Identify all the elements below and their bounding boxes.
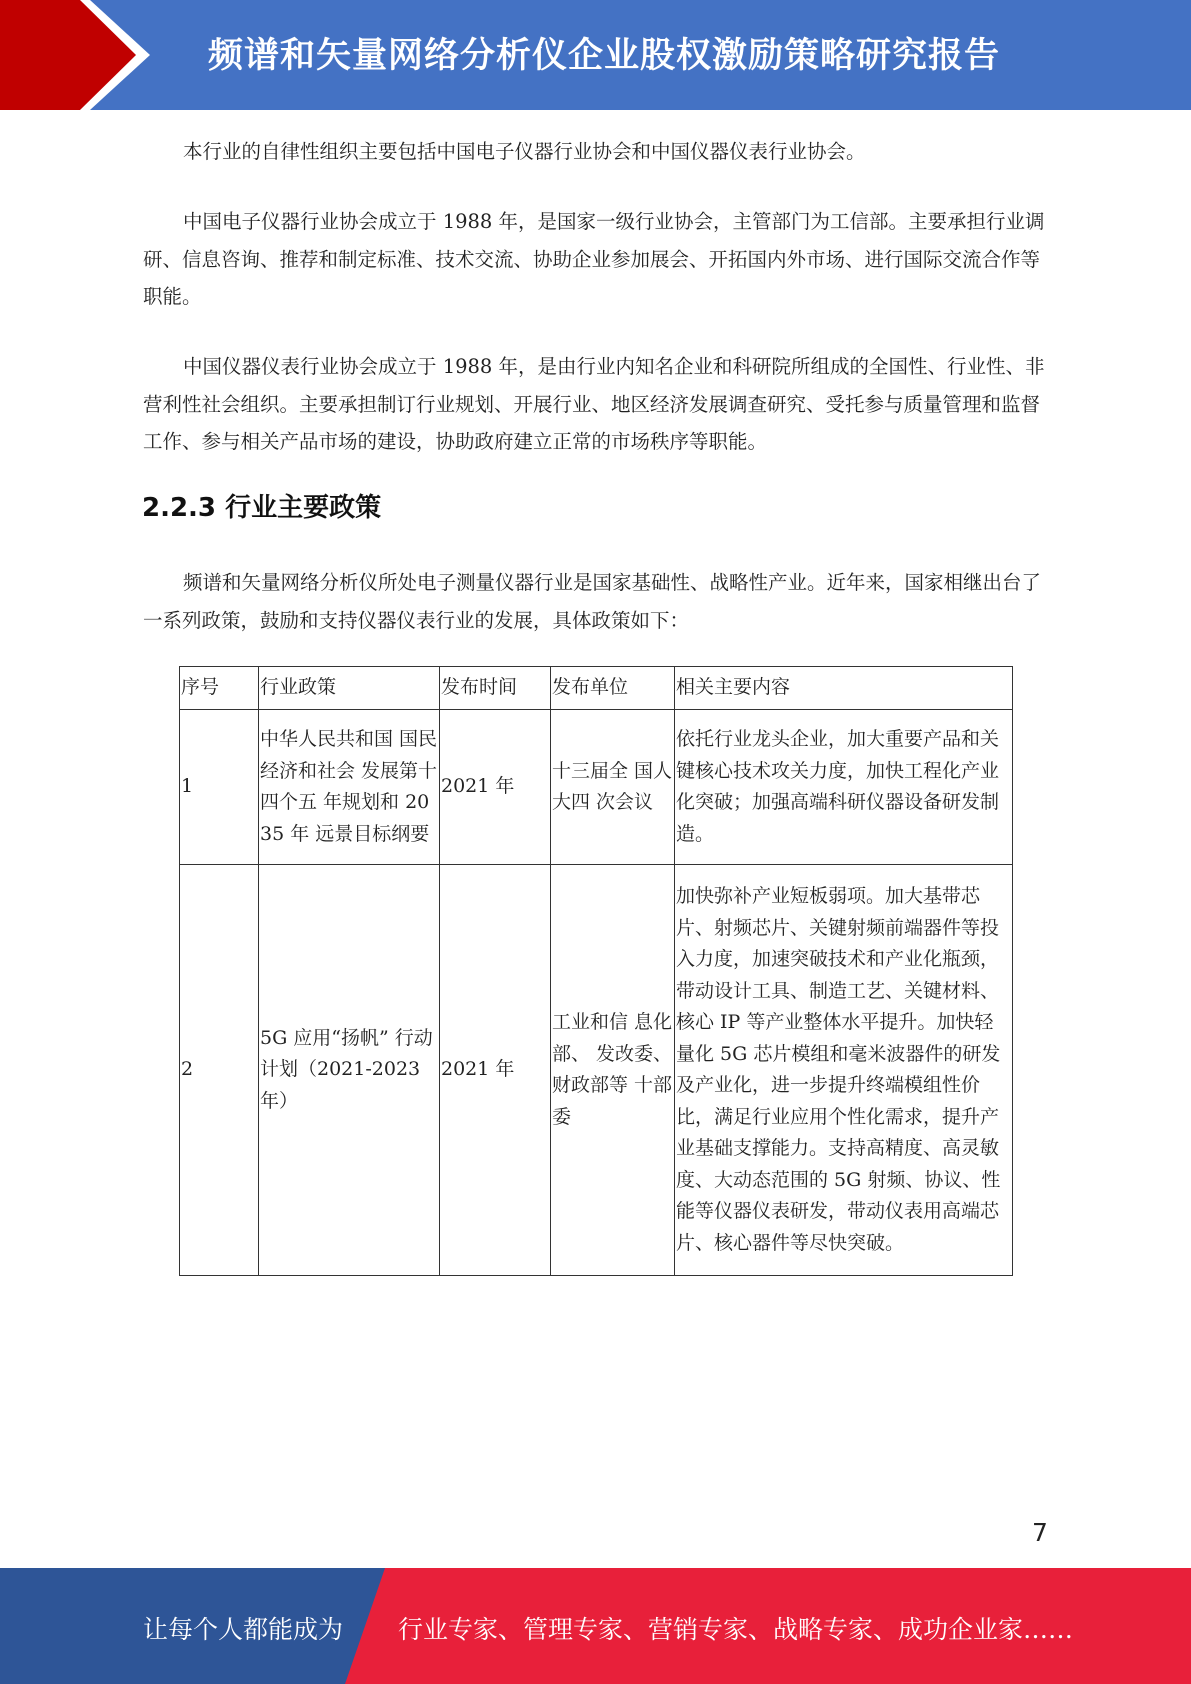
table-row [180, 865, 1013, 1276]
footer-slogan-right: 行业专家、管理专家、营销专家、战略专家、成功企业家…… [398, 1615, 1074, 1644]
paragraph-electronic-instrument-association: 中国电子仪器行业协会成立于 1988 年，是国家一级行业协会，主管部门为工信部。主要承担行业调研、信息咨询、推荐和制定标准、技术交流、协助企业参加展会、开拓国内外市场、进行国际交流合作等职能。 [143, 210, 1045, 308]
paragraph-instrument-association: 中国仪器仪表行业协会成立于 1988 年，是由行业内知名企业和科研院所组成的全国性、行业性、非营利性社会组织。主要承担制订行业规划、开展行业、地区经济发展调查研究、受托参与质量管理和监督工作、参与相关产品市场的建设，协助政府建立正常的市场秩序等职能。 [143, 355, 1045, 453]
header-red-chevron-decoration [0, 0, 160, 110]
header-policy: 行业政策 [259, 667, 440, 710]
table-row [180, 710, 1013, 865]
report-title: 频谱和矢量网络分析仪企业股权激励策略研究报告 [208, 36, 1001, 76]
cell-content: 依托行业龙头企业，加大重要产品和关键核心技术攻关力度，加快工程化产业化突破；加强高端科研仪器设备研发制造。 [675, 710, 1013, 865]
cell-policy: 5G 应用“扬帆” 行动计划（2021-2023 年） [259, 865, 440, 1276]
footer-banner [0, 1568, 1191, 1684]
cell-date: 2021 年 [440, 710, 551, 865]
policy-table [179, 666, 1013, 1276]
cell-no: 1 [180, 710, 259, 865]
cell-no: 2 [180, 865, 259, 1276]
section-intro-paragraph: 频谱和矢量网络分析仪所处电子测量仪器行业是国家基础性、战略性产业。近年来，国家相继出台了一系列政策，鼓励和支持仪器仪表行业的发展，具体政策如下： [143, 571, 1042, 632]
paragraph-self-regulatory-orgs: 本行业的自律性组织主要包括中国电子仪器行业协会和中国仪器仪表行业协会。 [183, 140, 866, 163]
cell-issuer: 工业和信 息化部、 发改委、财政部等 十部委 [551, 865, 675, 1276]
header-banner [0, 0, 1191, 110]
footer-slogan-left: 让每个人都能成为 [143, 1615, 344, 1644]
header-content: 相关主要内容 [675, 667, 1013, 710]
cell-policy: 中华人民共和国 国民经济和社会 发展第十四个五 年规划和 2035 年 远景目标纲要 [259, 710, 440, 865]
page-number: 7 [1032, 1518, 1048, 1547]
header-no: 序号 [180, 667, 259, 710]
cell-date: 2021 年 [440, 865, 551, 1276]
section-heading: 2.2.3 行业主要政策 [142, 493, 382, 523]
header-issuer: 发布单位 [551, 667, 675, 710]
cell-content: 加快弥补产业短板弱项。加大基带芯片、射频芯片、关键射频前端器件等投入力度，加速突破技术和产业化瓶颈，带动设计工具、制造工艺、关键材料、核心 IP 等产业整体水平提升。加快轻量化 5G 芯片模组和毫米波器件的研发及产业化，进一步提升终端模组性价比，满足行业应用个性化需求，提升产业基础支撑能力。支持高精度、高灵敏度、大动态范围的 5G 射频、协议、性能等仪器仪表研发，带动仪表用高端芯片、核心器件等尽快突破。 [675, 865, 1013, 1276]
table-header-row [180, 667, 1013, 710]
header-date: 发布时间 [440, 667, 551, 710]
cell-issuer: 十三届全 国人大四 次会议 [551, 710, 675, 865]
